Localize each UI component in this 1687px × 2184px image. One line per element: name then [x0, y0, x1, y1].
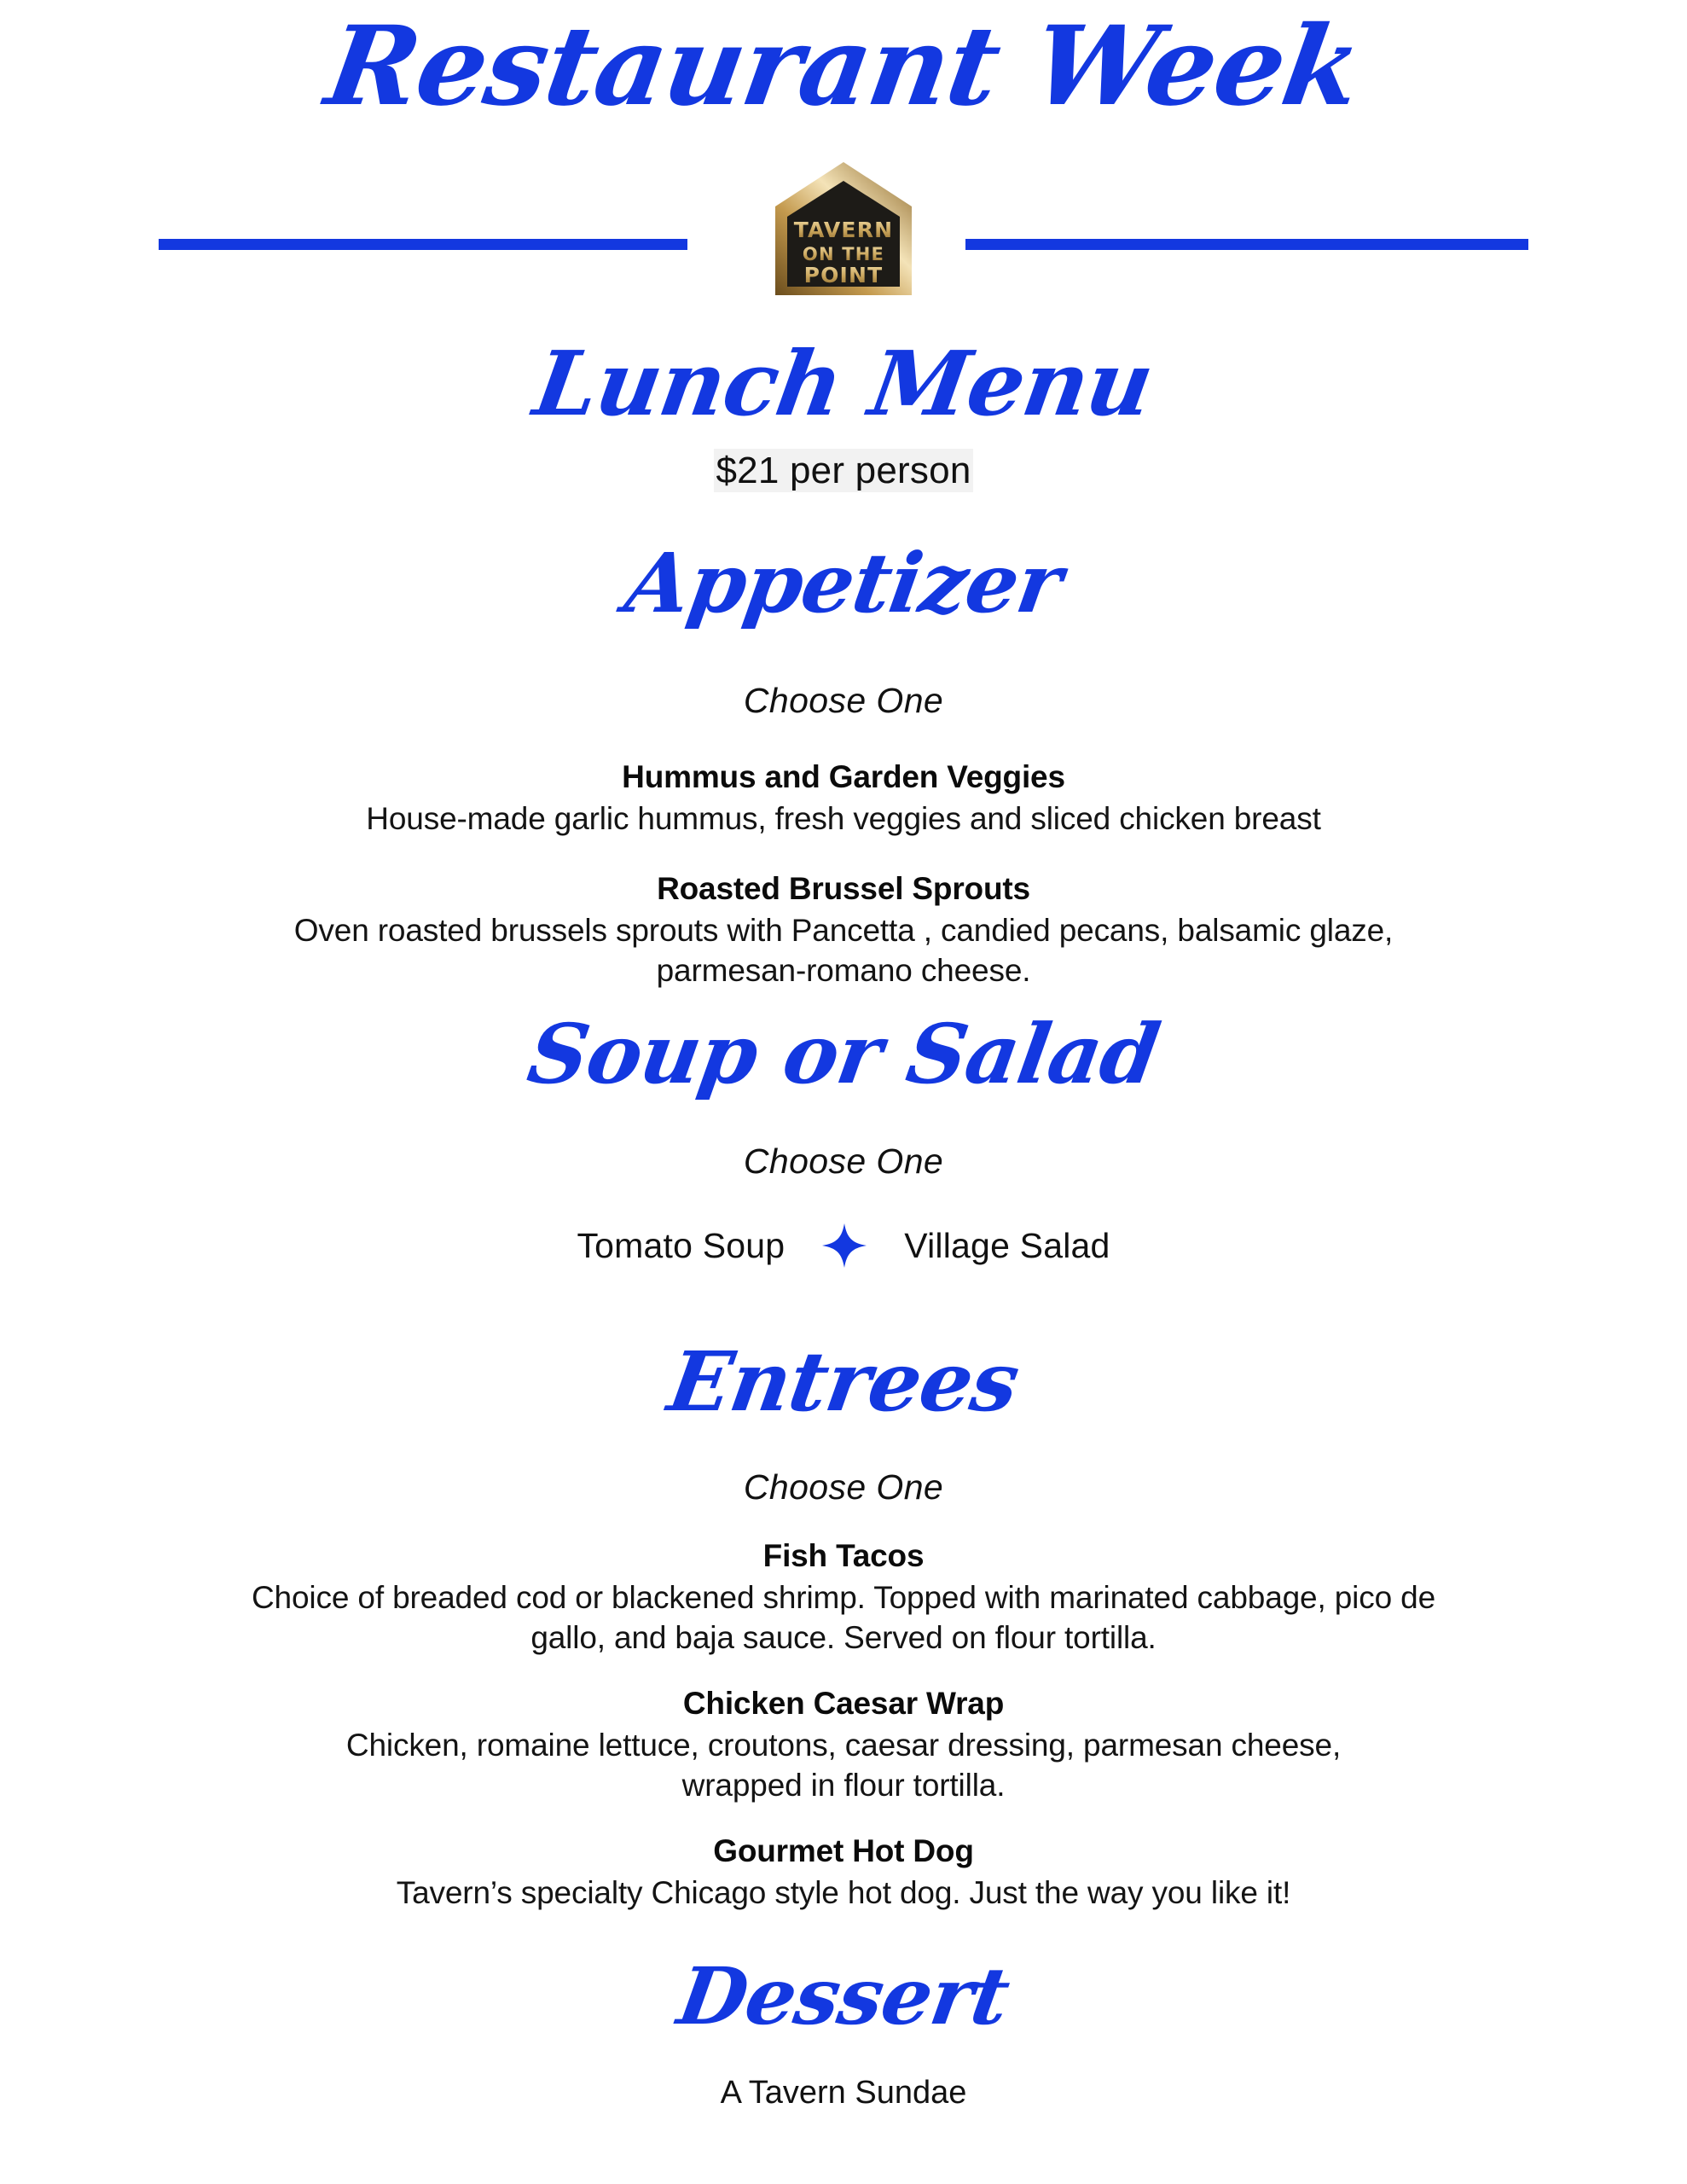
sparkle-icon — [820, 1222, 868, 1269]
dessert-item: A Tavern Sundae — [720, 2075, 967, 2111]
entree-item-name: Gourmet Hot Dog — [713, 1833, 974, 1868]
logo-line-2: ON THE — [802, 244, 885, 264]
section-heading-appetizer: Appetizer — [619, 535, 1069, 631]
page-title: Restaurant Week — [318, 3, 1369, 131]
salad-option: Village Salad — [904, 1225, 1110, 1265]
menu-price — [0, 450, 1687, 492]
menu-heading: Lunch Menu — [527, 331, 1160, 436]
appetizer-instruction: Choose One — [743, 681, 944, 720]
appetizer-item-name: Roasted Brussel Sprouts — [657, 871, 1030, 906]
entree-item-name: Chicken Caesar Wrap — [682, 1686, 1005, 1721]
logo-line-1: TAVERN — [793, 218, 894, 242]
divider-rule-right — [965, 239, 1528, 250]
logo-line-3: POINT — [803, 263, 884, 288]
entrees-instruction: Choose One — [743, 1467, 944, 1507]
entree-item-description: Chicken, romaine lettuce, croutons, caesar dressing, parmesan cheese, wrapped in flour tortilla. — [345, 1727, 1342, 1803]
soup-or-salad-instruction: Choose One — [743, 1141, 944, 1181]
section-heading-soup-or-salad: Soup or Salad — [521, 1006, 1166, 1102]
section-heading-entrees: Entrees — [662, 1333, 1025, 1430]
soup-option: Tomato Soup — [577, 1225, 786, 1265]
section-heading-dessert: Dessert — [671, 1950, 1016, 2042]
soup-or-salad-options — [0, 1222, 1687, 1269]
entree-item-name: Fish Tacos — [762, 1538, 925, 1573]
tavern-on-the-point-logo — [770, 159, 917, 305]
appetizer-item-description: Oven roasted brussels sprouts with Pancetta , candied pecans, balsamic glaze, parmesan-romano cheese. — [293, 912, 1394, 988]
entree-item-description: Choice of breaded cod or blackened shrimp. Topped with marinated cabbage, pico de gallo, and baja sauce. Served on flour tortilla. — [251, 1579, 1436, 1655]
menu-price-value: $21 per person — [716, 450, 971, 491]
entree-item-description: Tavern’s specialty Chicago style hot dog. Just the way you like it! — [396, 1874, 1291, 1910]
appetizer-item-description: House-made garlic hummus, fresh veggies and sliced chicken breast — [366, 800, 1321, 836]
appetizer-item-name: Hummus and Garden Veggies — [622, 759, 1065, 794]
divider-rule-left — [159, 239, 687, 250]
